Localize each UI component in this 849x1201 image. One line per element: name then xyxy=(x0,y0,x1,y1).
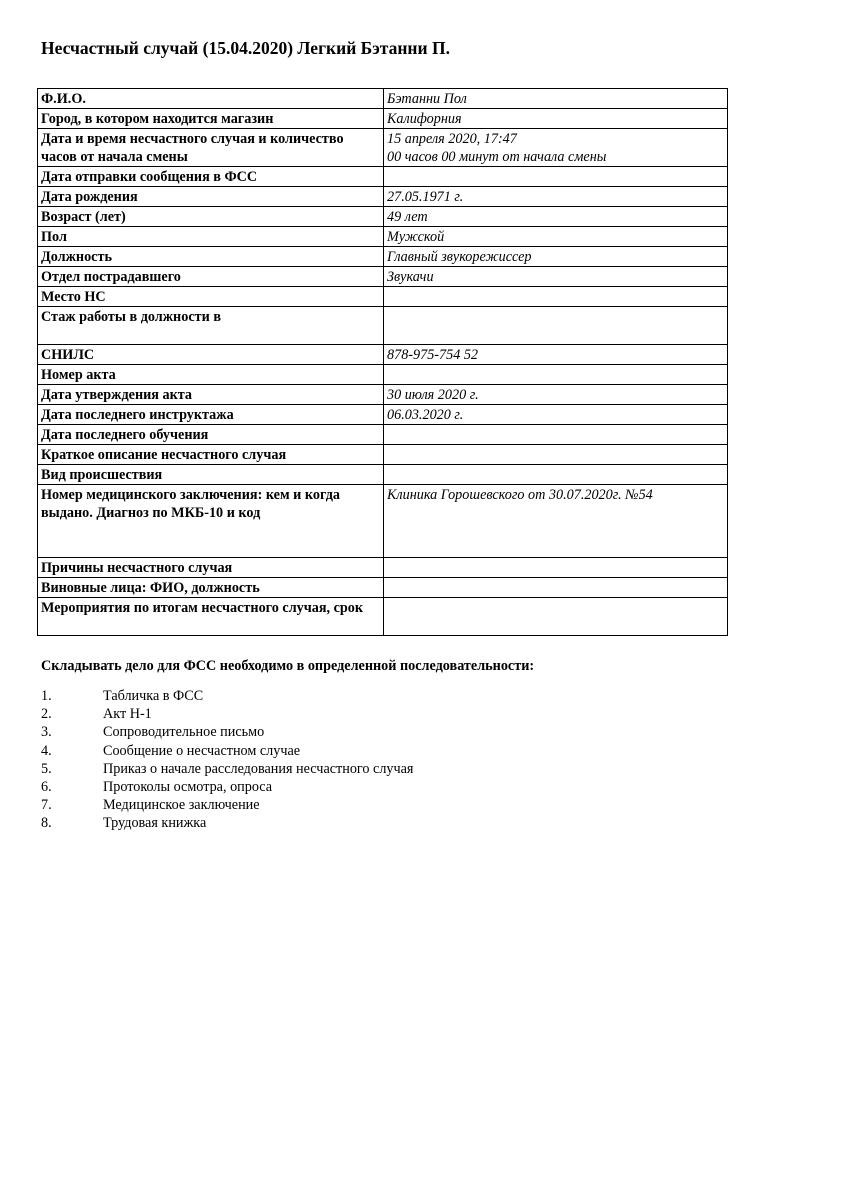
field-label: Причины несчастного случая xyxy=(38,558,384,578)
field-value xyxy=(384,365,728,385)
field-value: 06.03.2020 г. xyxy=(384,405,728,425)
incident-form-table xyxy=(37,88,728,636)
field-label: Дата рождения xyxy=(38,187,384,207)
list-item xyxy=(41,778,413,796)
field-value xyxy=(384,167,728,187)
page-title: Несчастный случай (15.04.2020) Легкий Бэтанни П. xyxy=(41,38,450,58)
field-label: Номер медицинского заключения: кем и когда выдано. Диагноз по МКБ-10 и код xyxy=(38,485,384,558)
field-label: Место НС xyxy=(38,287,384,307)
field-value xyxy=(384,307,728,345)
list-item-number: 4. xyxy=(41,742,52,759)
field-label: Ф.И.О. xyxy=(38,89,384,109)
list-item-text: Акт Н-1 xyxy=(103,706,152,723)
list-item xyxy=(41,760,413,778)
list-item-number: 3. xyxy=(41,724,52,741)
list-item xyxy=(41,742,413,760)
field-value: 30 июля 2020 г. xyxy=(384,385,728,405)
field-value xyxy=(384,425,728,445)
list-item-text: Протоколы осмотра, опроса xyxy=(103,779,273,796)
list-item-number: 1. xyxy=(41,688,52,704)
field-label: Вид происшествия xyxy=(38,465,384,485)
field-value: Клиника Горошевского от 30.07.2020г. №54 xyxy=(384,485,728,558)
field-label: Краткое описание несчастного случая xyxy=(38,445,384,465)
field-label: СНИЛС xyxy=(38,345,384,365)
table-row xyxy=(38,445,728,465)
list-item-text: Сопроводительное письмо xyxy=(103,724,265,741)
field-value-line: 15 апреля 2020, 17:47 xyxy=(387,131,517,147)
field-label: Отдел пострадавшего xyxy=(38,267,384,287)
table-row xyxy=(38,207,728,227)
table-row xyxy=(38,187,728,207)
table-row xyxy=(38,598,728,636)
table-row xyxy=(38,287,728,307)
table-row xyxy=(38,227,728,247)
table-row xyxy=(38,578,728,598)
table-row xyxy=(38,307,728,345)
field-value: 49 лет xyxy=(384,207,728,227)
table-row xyxy=(38,365,728,385)
field-value xyxy=(384,598,728,636)
field-label: Должность xyxy=(38,247,384,267)
field-value xyxy=(384,129,728,167)
list-item-text: Табличка в ФСС xyxy=(103,688,204,704)
table-row xyxy=(38,167,728,187)
list-item-number: 5. xyxy=(41,760,52,777)
document-order-list xyxy=(41,687,413,833)
field-value: 27.05.1971 г. xyxy=(384,187,728,207)
field-value xyxy=(384,578,728,598)
table-row xyxy=(38,405,728,425)
field-label: Дата отправки сообщения в ФСС xyxy=(38,167,384,187)
table-row xyxy=(38,267,728,287)
field-value: Калифорния xyxy=(384,109,728,129)
list-item xyxy=(41,723,413,741)
list-item xyxy=(41,814,413,832)
field-label: Дата последнего инструктажа xyxy=(38,405,384,425)
field-label: Пол xyxy=(38,227,384,247)
instructions-heading: Складывать дело для ФСС необходимо в определенной последовательности: xyxy=(41,658,535,674)
field-label: Мероприятия по итогам несчастного случая, срок xyxy=(38,598,384,636)
list-item xyxy=(41,687,413,705)
list-item-text: Трудовая книжка xyxy=(103,815,207,832)
field-label: Дата последнего обучения xyxy=(38,425,384,445)
table-row xyxy=(38,129,728,167)
list-item-text: Сообщение о несчастном случае xyxy=(103,742,301,759)
list-item-number: 8. xyxy=(41,815,52,832)
field-value: Главный звукорежиссер xyxy=(384,247,728,267)
table-row xyxy=(38,485,728,558)
table-row xyxy=(38,385,728,405)
field-label: Дата утверждения акта xyxy=(38,385,384,405)
field-label: Город, в котором находится магазин xyxy=(38,109,384,129)
field-label: Номер акта xyxy=(38,365,384,385)
table-row xyxy=(38,247,728,267)
list-item-text: Медицинское заключение xyxy=(103,797,260,814)
field-label: Возраст (лет) xyxy=(38,207,384,227)
list-item-text: Приказ о начале расследования несчастного случая xyxy=(103,760,414,777)
field-label: Дата и время несчастного случая и количество часов от начала смены xyxy=(38,129,384,167)
list-item xyxy=(41,796,413,814)
field-value xyxy=(384,465,728,485)
field-value xyxy=(384,287,728,307)
table-row xyxy=(38,89,728,109)
field-value xyxy=(384,445,728,465)
field-value: Звукачи xyxy=(384,267,728,287)
field-value xyxy=(384,558,728,578)
list-item-number: 7. xyxy=(41,797,52,814)
field-value: Мужской xyxy=(384,227,728,247)
field-value: 878-975-754 52 xyxy=(384,345,728,365)
field-value: Бэтанни Пол xyxy=(384,89,728,109)
table-row xyxy=(38,109,728,129)
table-row xyxy=(38,465,728,485)
table-row xyxy=(38,425,728,445)
list-item-number: 6. xyxy=(41,779,52,796)
table-row xyxy=(38,345,728,365)
field-value-line: 00 часов 00 минут от начала смены xyxy=(387,149,607,165)
field-label: Стаж работы в должности в xyxy=(38,307,384,345)
table-row xyxy=(38,558,728,578)
field-label: Виновные лица: ФИО, должность xyxy=(38,578,384,598)
list-item-number: 2. xyxy=(41,706,52,723)
list-item xyxy=(41,705,413,723)
